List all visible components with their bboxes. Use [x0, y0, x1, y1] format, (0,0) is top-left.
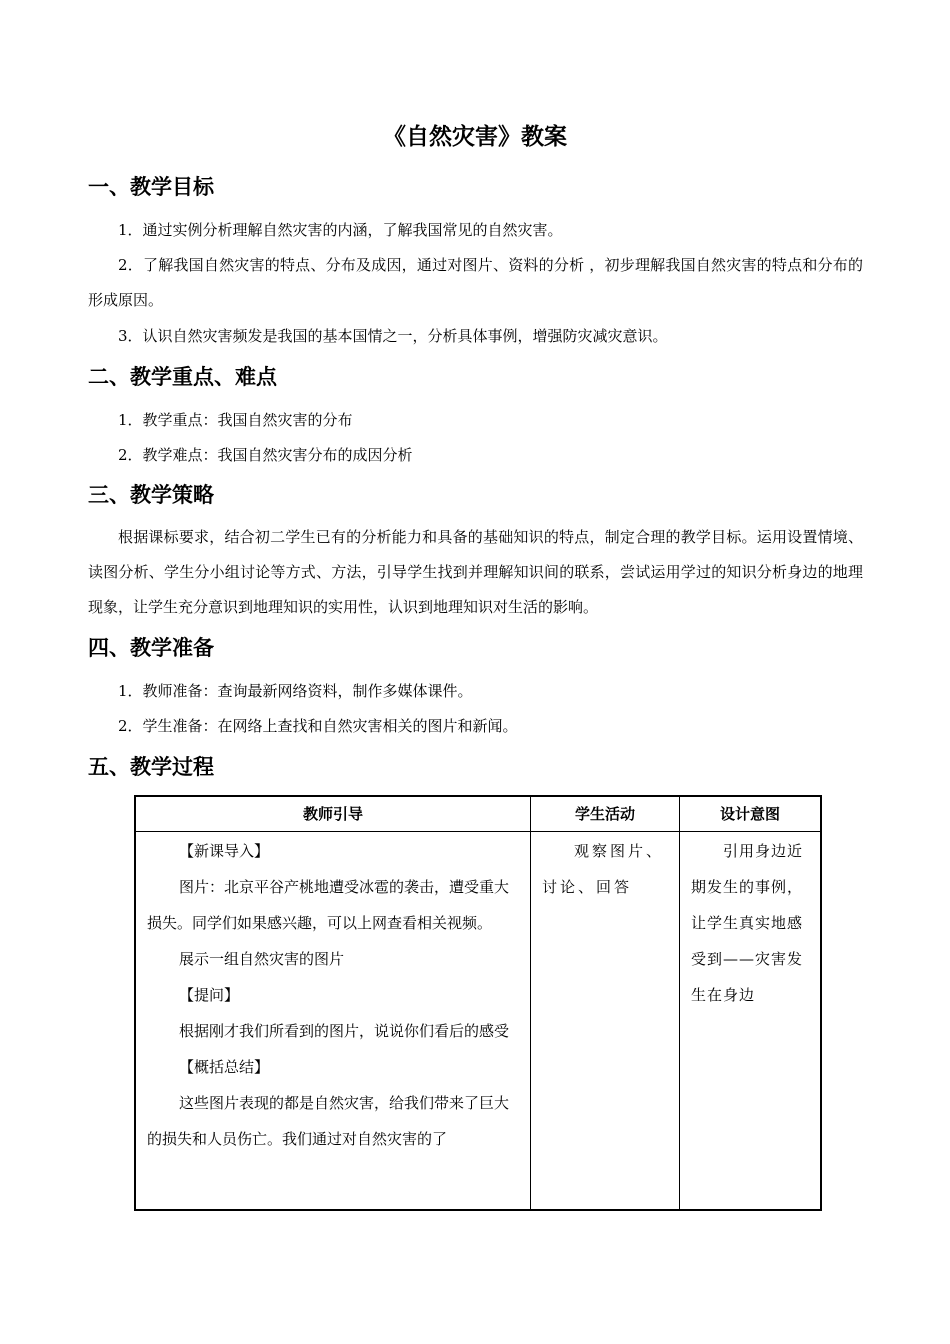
prep-item-2: 2．学生准备：在网络上查找和自然灾害相关的图片和新闻。: [118, 717, 518, 735]
strategy-paragraph: 根据课标要求，结合初二学生已有的分析能力和具备的基础知识的特点，制定合理的教学目标。运用设置情境、读图分析、学生分小组讨论等方式、方法，引导学生找到并理解知识间的联系，尝试运用学过的知识分析身边的地理现象，让学生充分意识到地理知识的实用性，认识到地理知识对生活的影响。: [88, 528, 863, 616]
table-header-row: [135, 796, 821, 832]
document-title: 《自然灾害》教案: [383, 124, 567, 150]
table-row: [135, 832, 821, 1211]
heading-teaching-goals: 一、教学目标: [88, 175, 214, 199]
design-intent-text: 引用身边近期发生的事例，让学生真实地感受到——灾害发生在身边: [691, 842, 804, 1004]
col-header-student: 学生活动: [531, 796, 680, 832]
key-point-item-2: 2．教学难点：我国自然灾害分布的成因分析: [118, 446, 413, 464]
goal-item-2: 2．了解我国自然灾害的特点、分布及成因，通过对图片、资料的分析 ，初步理解我国自然灾害的特点和分布的形成原因。: [88, 256, 863, 309]
teacher-line: 这些图片表现的都是自然灾害，给我们带来了巨大的损失和人员伤亡。我们通过对自然灾害的了: [147, 1094, 510, 1148]
teacher-line: 【提问】: [179, 986, 240, 1004]
heading-key-points: 二、教学重点、难点: [88, 365, 277, 389]
goal-item-3: 3．认识自然灾害频发是我国的基本国情之一，分析具体事例，增强防灾减灾意识。: [118, 327, 668, 345]
heading-teaching-process: 五、教学过程: [88, 755, 214, 779]
col-header-teacher: 教师引导: [135, 796, 531, 832]
prep-item-1: 1．教师准备：查询最新网络资料，制作多媒体课件。: [118, 682, 473, 700]
goal-item-1: 1．通过实例分析理解自然灾害的内涵，了解我国常见的自然灾害。: [118, 221, 563, 239]
student-activity-text: 观察图片、讨论、回答: [542, 842, 665, 896]
teaching-process-table: [134, 795, 822, 1211]
teacher-line: 【新课导入】: [179, 842, 270, 860]
design-intent-cell: [680, 832, 822, 1211]
key-point-item-1: 1．教学重点：我国自然灾害的分布: [118, 411, 353, 429]
teacher-guidance-cell: [135, 832, 531, 1211]
student-activity-cell: [531, 832, 680, 1211]
heading-teaching-preparation: 四、教学准备: [88, 636, 214, 660]
teacher-line: 展示一组自然灾害的图片: [179, 950, 345, 968]
teacher-line: 【概括总结】: [179, 1058, 270, 1076]
col-header-intent: 设计意图: [680, 796, 822, 832]
teacher-line: 图片：北京平谷产桃地遭受冰雹的袭击，遭受重大损失。同学们如果感兴趣，可以上网查看相关视频。: [147, 878, 510, 932]
heading-teaching-strategy: 三、教学策略: [88, 483, 214, 507]
teacher-line: 根据刚才我们所看到的图片，说说你们看后的感受: [179, 1022, 510, 1040]
